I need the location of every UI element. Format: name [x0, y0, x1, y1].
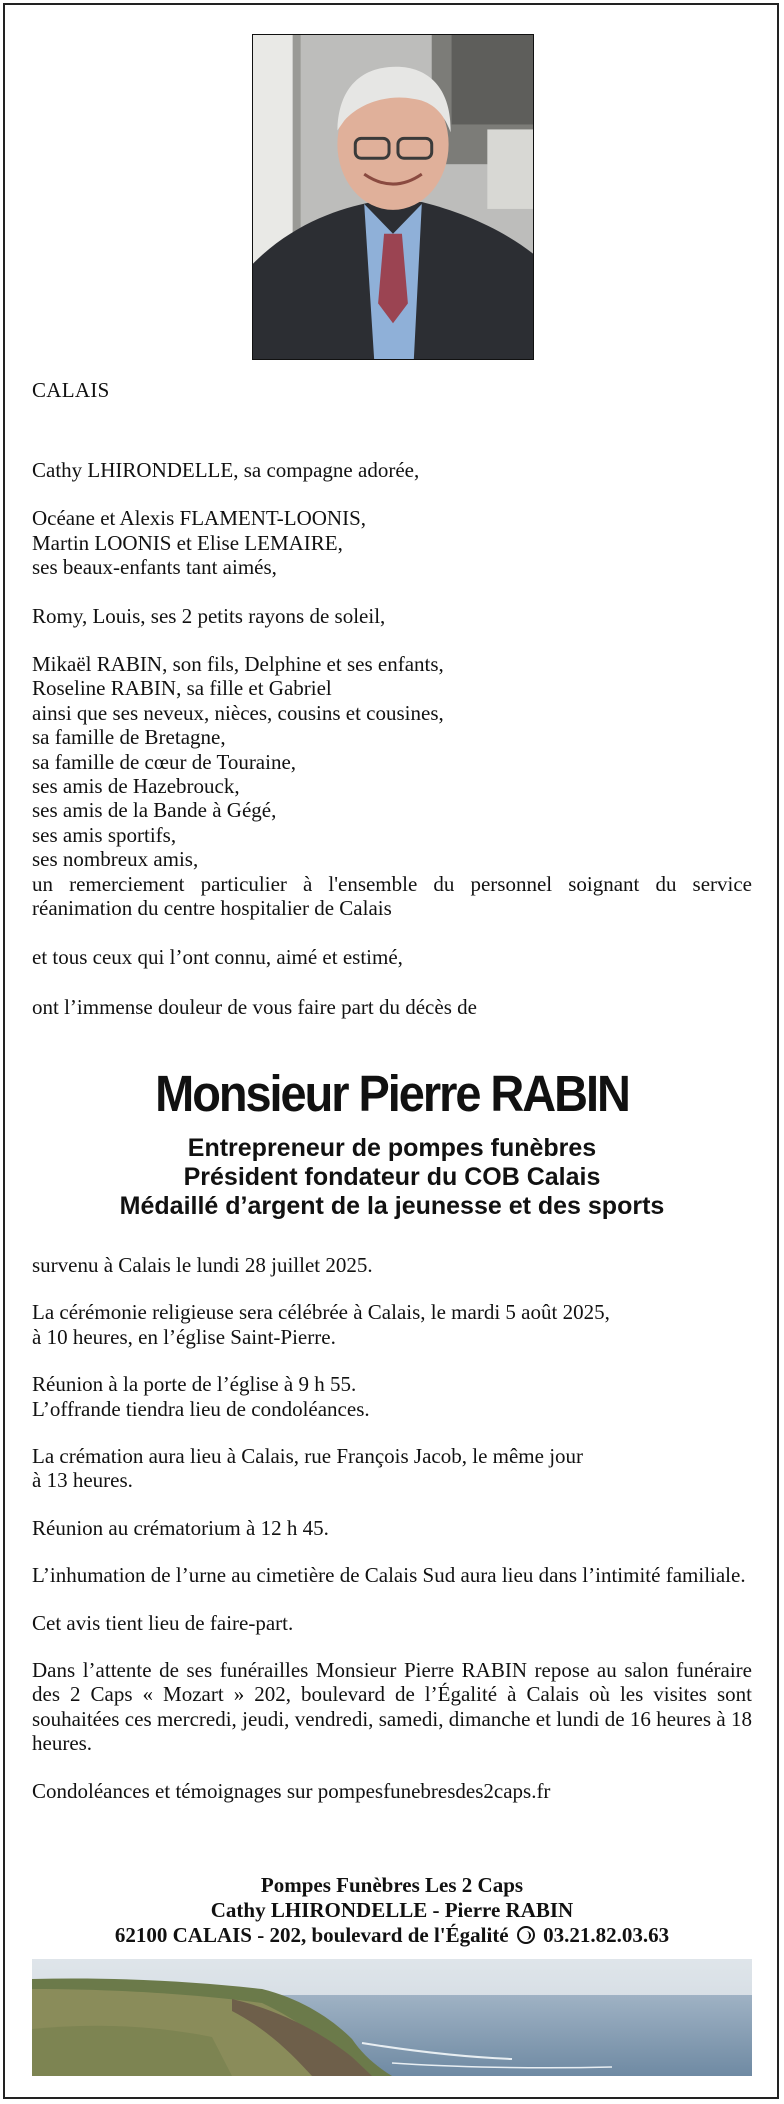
notice-line: Cet avis tient lieu de faire-part.	[32, 1610, 294, 1635]
funeral-home-signature	[0, 1873, 784, 1948]
cremation-paragraph	[32, 1444, 752, 1493]
deceased-name: Monsieur Pierre RABIN	[155, 1065, 629, 1122]
crematorium-line: Réunion au crématorium à 12 h 45.	[32, 1515, 329, 1540]
ceremony-line-2: à 10 heures, en l’église Saint-Pierre.	[32, 1324, 336, 1349]
burial-paragraph: L’inhumation de l’urne au cimetière de Calais Sud aura lieu dans l’intimité familiale.	[32, 1563, 746, 1588]
meeting-line-1: Réunion à la porte de l’église à 9 h 55.	[32, 1372, 357, 1397]
address-text: 62100 CALAIS - 202, boulevard de l'Égalité	[114, 1923, 509, 1947]
phone-number: 03.21.82.03.63	[543, 1923, 670, 1947]
funeral-details	[32, 1253, 752, 1826]
all-line: et tous ceux qui l’ont connu, aimé et estimé,	[32, 944, 403, 969]
ceremony-line-1: La cérémonie religieuse sera célébrée à Calais, le mardi 5 août 2025,	[32, 1300, 610, 1325]
title-line: Entrepreneur de pompes funèbres	[187, 1134, 597, 1162]
family-line: ses amis de la Bande à Gégé,	[32, 798, 277, 823]
repose-paragraph: Dans l’attente de ses funérailles Monsieur Pierre RABIN repose au salon funéraire des 2 Caps « Mozart » 202, boulevard de l’Égalité à Calais où les visites sont souhaitées ces mercredi, jeudi, vendredi, samedi, dimanche et lundi de 16 heures à 18 heures.	[32, 1658, 752, 1756]
deceased-titles	[0, 1134, 784, 1221]
family-line: sa famille de cœur de Touraine,	[32, 749, 297, 774]
family-line: sa famille de Bretagne,	[32, 725, 226, 750]
announce-line: ont l’immense douleur de vous faire part du décès de	[32, 994, 477, 1019]
cremation-line-2: à 13 heures.	[32, 1468, 133, 1493]
city-label: CALAIS	[32, 378, 110, 402]
meeting-line-2: L’offrande tiendra lieu de condoléances.	[32, 1396, 370, 1421]
company-name: Pompes Funèbres Les 2 Caps	[260, 1873, 524, 1897]
stepchildren-line: Martin LOONIS et Elise LEMAIRE,	[32, 530, 343, 555]
meeting-paragraph	[32, 1372, 752, 1421]
family-line: ses nombreux amis,	[32, 847, 199, 872]
family-line: ainsi que ses neveux, nièces, cousins et cousines,	[32, 700, 444, 725]
portrait-photo	[252, 34, 534, 360]
family-line: Mikaël RABIN, son fils, Delphine et ses enfants,	[32, 652, 444, 677]
coastline-photo	[32, 1959, 752, 2076]
family-line: ses amis de Hazebrouck,	[32, 774, 240, 799]
condolences-line: Condoléances et témoignages sur pompesfunebresdes2caps.fr	[32, 1778, 551, 1803]
partner-line: Cathy LHIRONDELLE, sa compagne adorée,	[32, 458, 420, 482]
grandchildren-line: Romy, Louis, ses 2 petits rayons de soleil,	[32, 603, 386, 628]
phone-icon	[517, 1926, 535, 1944]
death-line: survenu à Calais le lundi 28 juillet 2025.	[32, 1253, 373, 1277]
thanks-paragraph: un remerciement particulier à l'ensemble du personnel soignant du service réanimation du centre hospitalier de Calais	[32, 871, 752, 921]
owners-line: Cathy LHIRONDELLE - Pierre RABIN	[210, 1898, 574, 1922]
cremation-line-1: La crémation aura lieu à Calais, rue François Jacob, le même jour	[32, 1444, 584, 1469]
address-line	[0, 1923, 784, 1948]
family-list	[32, 458, 752, 1019]
title-line: Médaillé d’argent de la jeunesse et des sports	[119, 1192, 665, 1220]
title-line: Président fondateur du COB Calais	[183, 1163, 601, 1191]
family-line: Roseline RABIN, sa fille et Gabriel	[32, 676, 332, 701]
ceremony-paragraph	[32, 1300, 752, 1349]
family-line: ses amis sportifs,	[32, 822, 177, 847]
stepchildren-line: Océane et Alexis FLAMENT-LOONIS,	[32, 506, 367, 531]
stepchildren-line: ses beaux-enfants tant aimés,	[32, 555, 277, 580]
